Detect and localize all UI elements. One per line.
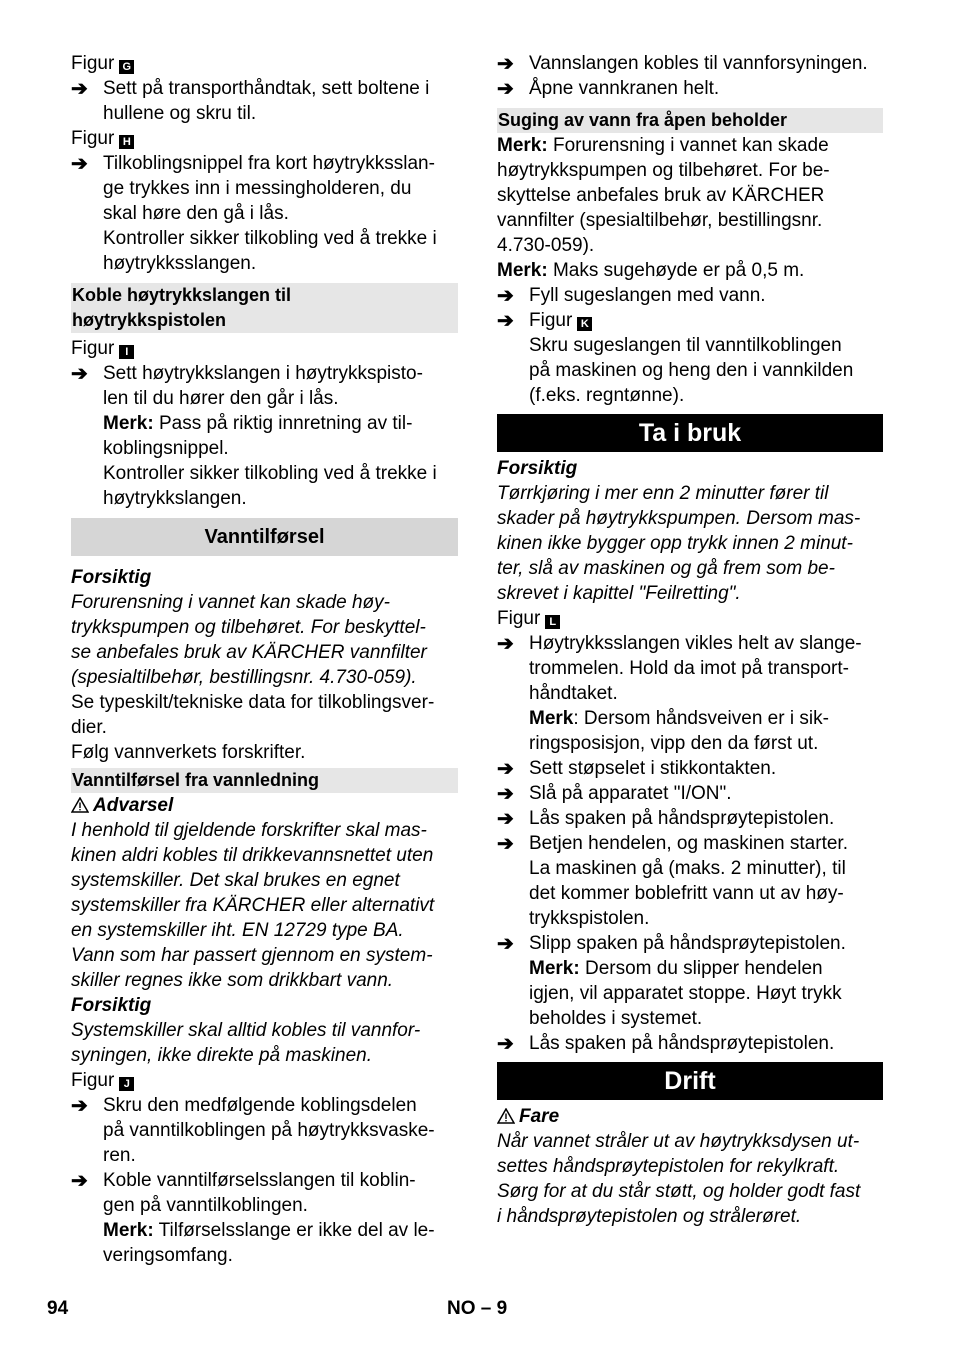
step-g1: ➔ Sett på transporthåndtak, sett boltene i hullene og skru til. xyxy=(71,78,430,124)
figure-letter-box: I xyxy=(119,345,134,359)
step-l6: ➔ Slipp spaken på håndsprøytepistolen. Merk: Dersom du slipper hendelen igjen, vil apparatet stoppe. Høyt trykk beholdes i systemet. xyxy=(497,933,846,1029)
danger-title: Fare xyxy=(497,1104,883,1129)
arrow-icon: ➔ xyxy=(71,78,88,100)
arrow-icon: ➔ xyxy=(497,285,514,307)
arrow-icon: ➔ xyxy=(497,53,514,75)
info-text: Se typeskilt/tekniske data for tilkoblingsver- dier. Følg vannverkets forskrifter. xyxy=(71,692,435,763)
left-column xyxy=(71,51,458,1268)
subheading-koble: Koble høytrykkslangen til høytrykkspistolen xyxy=(71,283,458,333)
section-heading-vanntilforsel: Vanntilførsel xyxy=(71,518,458,556)
arrow-icon: ➔ xyxy=(497,78,514,100)
step-r1: ➔ Vannslangen kobles til vannforsyningen. xyxy=(497,53,868,75)
arrow-icon: ➔ xyxy=(497,1033,514,1055)
arrow-icon: ➔ xyxy=(497,633,514,655)
step-i1: ➔ Sett høytrykkslangen i høytrykkspisto- len til du hører den går i lås. Merk: Pass på riktig innretning av til- koblingsnippel. Kontroller sikker tilkobling ved å trekke i høytrykkslangen. xyxy=(71,363,437,509)
step-j1: ➔ Skru den medfølgende koblingsdelen på vanntilkoblingen på høytrykksvaske- ren. xyxy=(71,1095,435,1166)
step-l1: ➔ Høytrykksslangen vikles helt av slange- trommelen. Hold da imot på transport- håndtaket. Merk: Dersom håndsveiven er i sik- ringsposisjon, vipp den da først ut. xyxy=(497,633,862,754)
caution-title-2: Forsiktig xyxy=(71,995,152,1016)
arrow-icon: ➔ xyxy=(497,933,514,955)
step-r2: ➔ Åpne vannkranen helt. xyxy=(497,78,720,100)
caution-text: Forurensning i vannet kan skade høy- trykkspumpen og tilbehøret. For beskyttel- se anbefales bruk av KÄRCHER vannfilter (spesialtilbehør, bestillingsnr. 4.730-059). xyxy=(71,592,427,688)
section-page-label: NO – 9 xyxy=(447,1298,508,1319)
chapter-heading-ta-i-bruk: Ta i bruk xyxy=(497,414,883,452)
arrow-icon: ➔ xyxy=(497,833,514,855)
right-column xyxy=(497,51,883,1229)
figure-letter-box: J xyxy=(119,1077,134,1091)
caution-text-2: Systemskiller skal alltid kobles til vannfor- syningen, ikke direkte på maskinen. xyxy=(71,1020,421,1066)
step-l2: ➔ Sett støpselet i stikkontakten. xyxy=(497,758,777,780)
arrow-icon: ➔ xyxy=(497,783,514,805)
figure-ref-l: Figur L xyxy=(497,606,883,631)
note-1: Merk: Forurensning i vannet kan skade høytrykkspumpen og tilbehøret. For be- skyttelse anbefales bruk av KÄRCHER vannfilter (spesialtilbehør, bestillingsnr. 4.730-059). Merk: Maks sugehøyde er på 0,5 m. xyxy=(497,135,830,281)
page-number: 94 xyxy=(47,1298,69,1319)
figure-ref-i: Figur I xyxy=(71,336,458,361)
caution-title: Forsiktig xyxy=(71,567,152,588)
arrow-icon: ➔ xyxy=(71,1095,88,1117)
figure-letter-box: H xyxy=(119,135,134,149)
step-k: ➔ Figur K Skru sugeslangen til vanntilkoblingen på maskinen og heng den i vannkilden (f.eks. regntønne). xyxy=(497,310,854,406)
warning-triangle-icon xyxy=(497,1108,515,1124)
arrow-icon: ➔ xyxy=(71,153,88,175)
chapter-heading-drift: Drift xyxy=(497,1062,883,1100)
step-j2: ➔ Koble vanntilførselsslangen til koblin- gen på vanntilkoblingen. Merk: Tilførselsslange er ikke del av le- veringsomfang. xyxy=(71,1170,435,1266)
step-l3: ➔ Slå på apparatet "I/ON". xyxy=(497,783,732,805)
warning-title: Advarsel xyxy=(71,793,458,818)
arrow-icon: ➔ xyxy=(497,758,514,780)
subheading-vannledning: Vanntilførsel fra vannledning xyxy=(71,768,458,793)
arrow-icon: ➔ xyxy=(71,363,88,385)
figure-letter-box: G xyxy=(119,60,134,74)
step-l5: ➔ Betjen hendelen, og maskinen starter. La maskinen gå (maks. 2 minutter), til det kommer boblefritt vann ut av høy- trykkspistolen. xyxy=(497,833,848,929)
step-s1: ➔ Fyll sugeslangen med vann. xyxy=(497,285,766,307)
figure-letter-box: L xyxy=(545,615,560,629)
subheading-suging: Suging av vann fra åpen beholder xyxy=(497,108,883,133)
caution-title-3: Forsiktig xyxy=(497,458,578,479)
warning-triangle-icon xyxy=(71,797,89,813)
figure-ref-g: Figur G xyxy=(71,51,458,76)
step-l7: ➔ Lås spaken på håndsprøytepistolen. xyxy=(497,1033,835,1055)
figure-ref-h: Figur H xyxy=(71,126,458,151)
arrow-icon: ➔ xyxy=(497,808,514,830)
warning-text: I henhold til gjeldende forskrifter skal mas- kinen aldri kobles til drikkevannsnettet uten systemskiller. Det skal brukes en egnet systemskiller fra KÄRCHER eller alternativt en systemskiller iht. EN 12729 type BA. Vann som har passert gjennom en system- skiller regnes ikke som drikkbart vann. xyxy=(71,820,435,991)
step-l4: ➔ Lås spaken på håndsprøytepistolen. xyxy=(497,808,835,830)
danger-text: Når vannet stråler ut av høytrykksdysen ut- settes håndsprøytepistolen for rekylkraft. Sørg for at du står støtt, og holder godt fast i håndsprøytepistolen og strålerøret. xyxy=(497,1131,861,1227)
figure-letter-box: K xyxy=(577,317,592,331)
figure-ref-j: Figur J xyxy=(71,1068,458,1093)
caution-text-3: Tørrkjøring i mer enn 2 minutter fører til skader på høytrykkspumpen. Dersom mas- kinen ikke bygger opp trykk innen 2 minut- ter, slå av maskinen og gå frem som be- skrevet i kapittel "Feilretting". xyxy=(497,483,861,604)
arrow-icon: ➔ xyxy=(71,1170,88,1192)
step-h1: ➔ Tilkoblingsnippel fra kort høytrykksslan- ge trykkes inn i messingholderen, du skal høre den gå i lås. Kontroller sikker tilkobling ved å trekke i høytrykksslangen. xyxy=(71,153,437,274)
arrow-icon: ➔ xyxy=(497,310,514,332)
